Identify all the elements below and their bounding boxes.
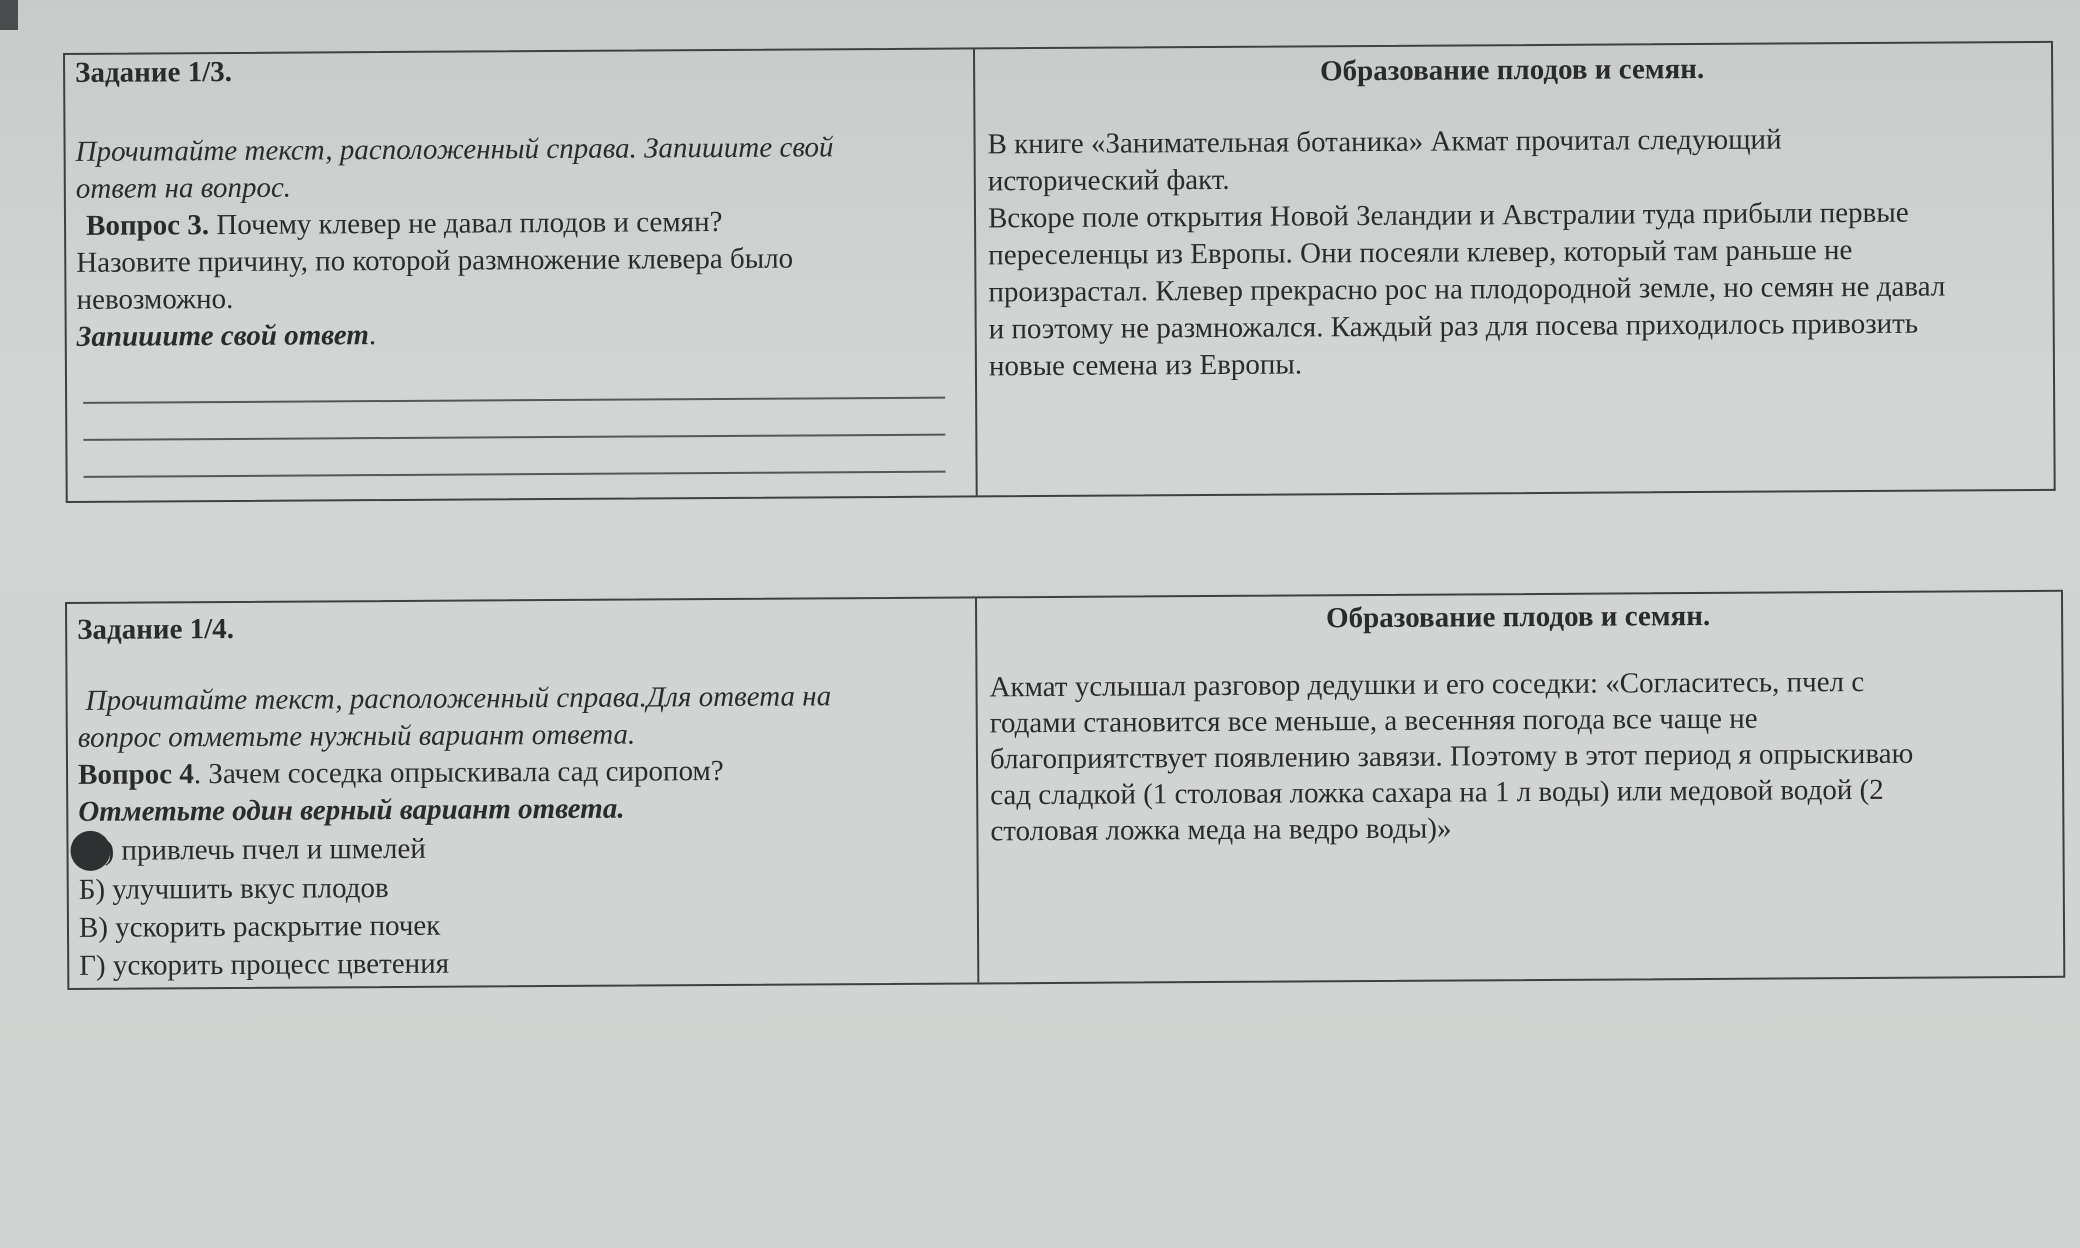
option-a[interactable] xyxy=(78,826,954,871)
answer-prompt-text: Запишите свой ответ xyxy=(76,319,369,353)
task-title: Задание 1/4. xyxy=(77,612,235,646)
answer-prompt xyxy=(77,314,953,356)
text-line: произрастал. Клевер прекрасно рос на плодородной земле, но семян не давал xyxy=(988,270,1946,309)
question-text: . Зачем соседка опрыскивала сад сиропом? xyxy=(193,754,724,791)
text-title: Образование плодов и семян. xyxy=(1319,52,1705,88)
text-line: благоприятствует появлению завязи. Поэтому в этот период я опрыскиваю xyxy=(989,737,1914,776)
question-label: Вопрос 4 xyxy=(77,758,194,791)
option-c[interactable] xyxy=(79,904,955,947)
question xyxy=(78,752,954,794)
instruction xyxy=(75,129,951,208)
option-label: Б) улучшить вкус плодов xyxy=(78,872,389,906)
instruction-line: Прочитайте текст, расположенный справа.Для ответа на xyxy=(85,680,832,717)
text-line: новые семена из Европы. xyxy=(988,348,1303,383)
answer-options xyxy=(78,826,955,985)
question xyxy=(76,203,952,245)
instruction xyxy=(77,678,953,757)
task-1-4-question-cell xyxy=(67,598,979,988)
question-line: Назовите причину, по которой размножение клевера было xyxy=(76,242,794,279)
task-1-3-text-cell xyxy=(975,43,2054,496)
text-body xyxy=(987,120,2039,385)
question-continued xyxy=(76,240,952,319)
task-1-3-question-cell xyxy=(65,49,978,501)
option-label: Г) ускорить процесс цветения xyxy=(79,947,450,982)
text-body xyxy=(989,663,2048,849)
answer-prompt: Отметьте один верный вариант ответа. xyxy=(78,792,625,828)
task-1-4-text-cell xyxy=(977,592,2063,983)
instruction-line: Прочитайте текст, расположенный справа. Запишите свой xyxy=(75,131,834,168)
text-line: годами становится все меньше, а весенняя погода все чаще не xyxy=(989,702,1758,740)
text-line: столовая ложка меда на ведро воды)» xyxy=(990,812,1452,848)
option-label: ) привлечь пчел и шмелей xyxy=(104,832,426,867)
text-line: и поэтому не размножался. Каждый раз для посева приходилось привозить xyxy=(988,307,1919,346)
task-1-4-table xyxy=(65,590,2065,990)
text-title: Образование плодов и семян. xyxy=(1325,599,1711,635)
option-d[interactable] xyxy=(79,942,955,985)
text-line: В книге «Занимательная ботаника» Акмат прочитал следующий xyxy=(987,123,1782,161)
text-line: переселенцы из Европы. Они посеяли клевер, который там раньше не xyxy=(988,234,1853,272)
option-label: В) ускорить раскрытие почек xyxy=(78,909,441,944)
instruction-line: вопрос отметьте нужный вариант ответа. xyxy=(77,718,636,754)
text-line: Вскоре поле открытия Новой Зеландии и Австралии туда прибыли первые xyxy=(987,196,1909,235)
text-line: Акмат услышал разговор дедушки и его соседки: «Согласитесь, пчел с xyxy=(989,666,1865,704)
question-label: Вопрос 3. xyxy=(85,209,210,242)
question-line: невозможно. xyxy=(76,282,234,316)
text-line: сад сладкой (1 столовая ложка сахара на 1 л воды) или медовой водой (2 xyxy=(990,773,1884,812)
question-text: Почему клевер не давал плодов и семян? xyxy=(209,205,723,242)
task-1-3-table xyxy=(63,41,2056,503)
instruction-line: ответ на вопрос. xyxy=(75,171,292,205)
answer-prompt-dot: . xyxy=(368,319,377,352)
text-line: исторический факт. xyxy=(987,163,1230,198)
option-b[interactable] xyxy=(79,866,955,909)
task-title: Задание 1/3. xyxy=(75,55,233,89)
photo-corner-shadow xyxy=(0,0,18,30)
